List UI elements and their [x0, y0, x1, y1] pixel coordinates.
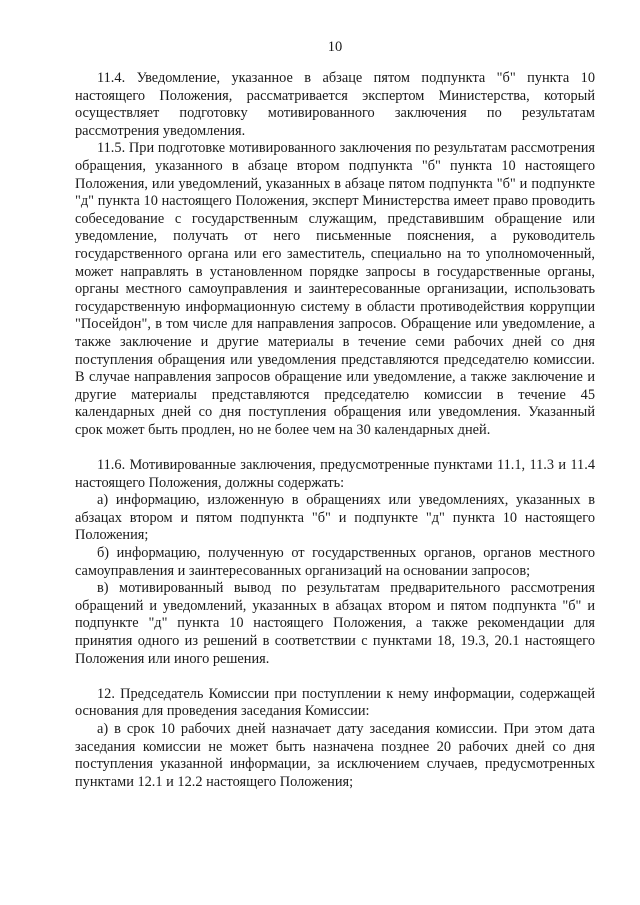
paragraph-12: 12. Председатель Комиссии при поступлении к нему информации, содержащей основания для проведения заседания Комиссии: [75, 685, 595, 720]
page-number: 10 [327, 39, 343, 55]
document-body [75, 70, 595, 791]
document-page [75, 0, 595, 905]
paragraph-11-5: 11.5. При подготовке мотивированного заключения по результатам рассмотрения обращения, указанного в абзаце втором подпункта "б" пункта 10 настоящего Положения, или уведомлений, указанных в абзаце пятом подпункта "б" и подпункте "д" пункта 10 настоящего Положения, эксперт Министерства имеет право проводить собеседование с государственным служащим, представившим обращение или уведомление, получать от него письменные пояснения, а руководитель государственного органа или его заместитель, специально на то уполномоченный, может направлять в установленном порядке запросы в государственные органы, органы местного самоуправления и заинтересованные организации, использовать государственную информационную систему в области противодействия коррупции "Посейдон", в том числе для направления запросов. Обращение или уведомление, а также заключение и другие материалы в течение семи рабочих дней со дня поступления обращения или уведомления представляются председателю комиссии. В случае направления запросов обращение или уведомление, а также заключение и другие материалы представляются председателю комиссии в течение 45 календарных дней со дня поступления обращения или уведомления. Указанный срок может быть продлен, но не более чем на 30 календарных дней. [75, 140, 595, 438]
paragraph-11-6: 11.6. Мотивированные заключения, предусмотренные пунктами 11.1, 11.3 и 11.4 настоящего Положения, должны содержать: [75, 457, 595, 491]
paragraph-11-6-b: б) информацию, полученную от государственных органов, органов местного самоуправления и заинтересованных организаций на основании запросов; [75, 545, 595, 579]
paragraph-11-6-v: в) мотивированный вывод по результатам предварительного рассмотрения обращений и уведомлений, указанных в абзацах втором и пятом подпункта "б" и подпункте "д" пункта 10 настоящего Положения, а также рекомендации для принятия одного из решений в соответствии с пунктами 18, 19.3, 20.1 настоящего Положения или иного решения. [75, 580, 595, 667]
paragraph-11-4: 11.4. Уведомление, указанное в абзаце пятом подпункта "б" пункта 10 настоящего Положения, рассматривается экспертом Министерства, который осуществляет подготовку мотивированного заключения по результатам рассмотрения уведомления. [75, 70, 595, 139]
paragraph-11-6-a: а) информацию, изложенную в обращениях или уведомлениях, указанных в абзацах втором и пятом подпункта "б" и подпункте "д" пункта 10 настоящего Положения; [75, 492, 595, 544]
paragraph-12-a: а) в срок 10 рабочих дней назначает дату заседания комиссии. При этом дата заседания комиссии не может быть назначена позднее 20 рабочих дней со дня поступления указанной информации, за исключением случаев, предусмотренных пунктами 12.1 и 12.2 настоящего Положения; [75, 720, 595, 790]
